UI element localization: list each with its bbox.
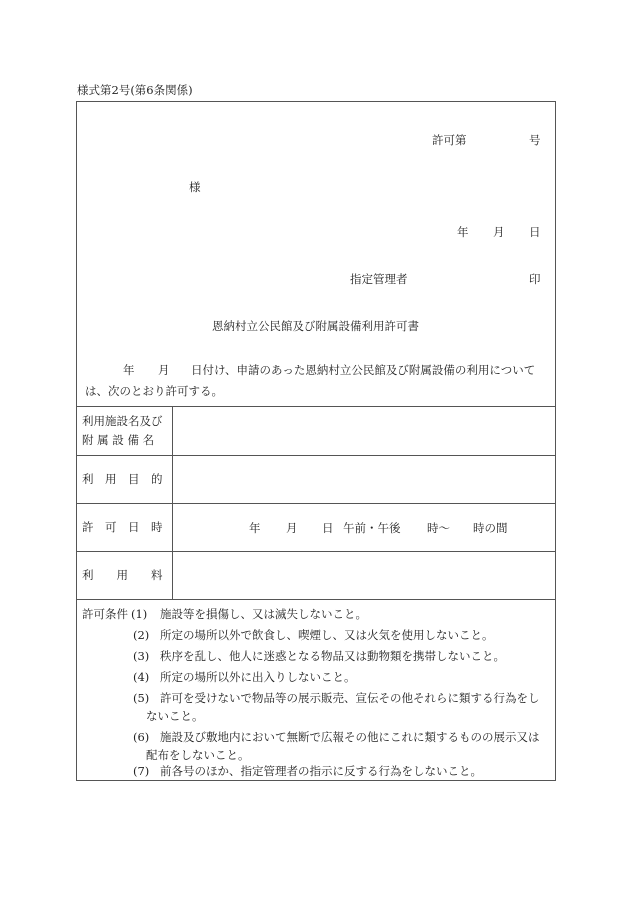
condition-text: 施設及び敷地内において無断で広報その他にこれに類するものの展示又は — [160, 730, 540, 744]
datetime-from: 時〜 — [427, 521, 450, 535]
datetime-day: 日 — [322, 521, 334, 535]
date-day: 日 — [529, 225, 541, 239]
form-number: 様式第2号(第6条関係) — [77, 83, 193, 97]
condition-num: (7) — [133, 764, 150, 778]
date-year: 年 — [457, 225, 469, 239]
datetime-to: 時の間 — [473, 521, 508, 535]
condition-text-cont: 配布をしないこと。 — [146, 748, 250, 762]
condition-text-cont: ないこと。 — [146, 709, 204, 723]
condition-num: (5) — [133, 691, 150, 705]
table-top-line — [77, 406, 555, 407]
permit-form-frame — [76, 101, 556, 781]
document-title: 恩納村立公民館及び附属設備利用許可書 — [212, 319, 419, 333]
condition-text: 秩序を乱し、他人に迷惑となる物品又は動物類を携帯しないこと。 — [160, 649, 505, 663]
condition-num: (4) — [133, 670, 150, 684]
purpose-label: 利 用 目 的 — [82, 472, 163, 486]
body-line1: 日付け、申請のあった恩納村立公民館及び附属設備の利用について — [191, 363, 536, 377]
fee-label: 利 用 料 — [82, 568, 163, 582]
row-divider — [77, 503, 555, 504]
datetime-month: 月 — [286, 521, 298, 535]
row-divider — [77, 599, 555, 600]
permit-number-prefix: 許可第 — [432, 133, 467, 147]
condition-num: (6) — [133, 730, 150, 744]
condition-text: 前各号のほか、指定管理者の指示に反する行為をしないこと。 — [160, 764, 482, 778]
condition-num: (1) — [131, 607, 148, 621]
body-year: 年 — [123, 363, 135, 377]
permit-datetime-label: 許 可 日 時 — [82, 520, 163, 534]
body-month: 月 — [158, 363, 170, 377]
condition-text: 所定の場所以外で飲食し、喫煙し、又は火気を使用しないこと。 — [160, 628, 494, 642]
facility-label — [82, 412, 163, 450]
conditions-label: 許可条件 — [82, 607, 128, 621]
condition-text: 所定の場所以外に出入りしないこと。 — [160, 670, 356, 684]
datetime-ampm: 午前・午後 — [343, 521, 401, 535]
seal-mark: 印 — [529, 272, 541, 286]
datetime-year: 年 — [249, 521, 261, 535]
permit-number-suffix: 号 — [529, 133, 541, 147]
condition-num: (3) — [133, 649, 150, 663]
addressee-suffix: 様 — [189, 180, 201, 194]
facility-label-line2: 附 属 設 備 名 — [82, 433, 155, 447]
condition-text: 許可を受けないで物品等の展示販売、宣伝その他それらに類する行為をし — [160, 691, 540, 705]
body-line2: は、次のとおり許可する。 — [85, 384, 223, 398]
condition-num: (2) — [133, 628, 150, 642]
manager-label: 指定管理者 — [350, 272, 408, 286]
date-month: 月 — [493, 225, 505, 239]
label-column-divider — [172, 407, 173, 600]
condition-text: 施設等を損傷し、又は滅失しないこと。 — [160, 607, 367, 621]
row-divider — [77, 551, 555, 552]
row-divider — [77, 455, 555, 456]
facility-label-line1: 利用施設名及び — [82, 414, 163, 428]
